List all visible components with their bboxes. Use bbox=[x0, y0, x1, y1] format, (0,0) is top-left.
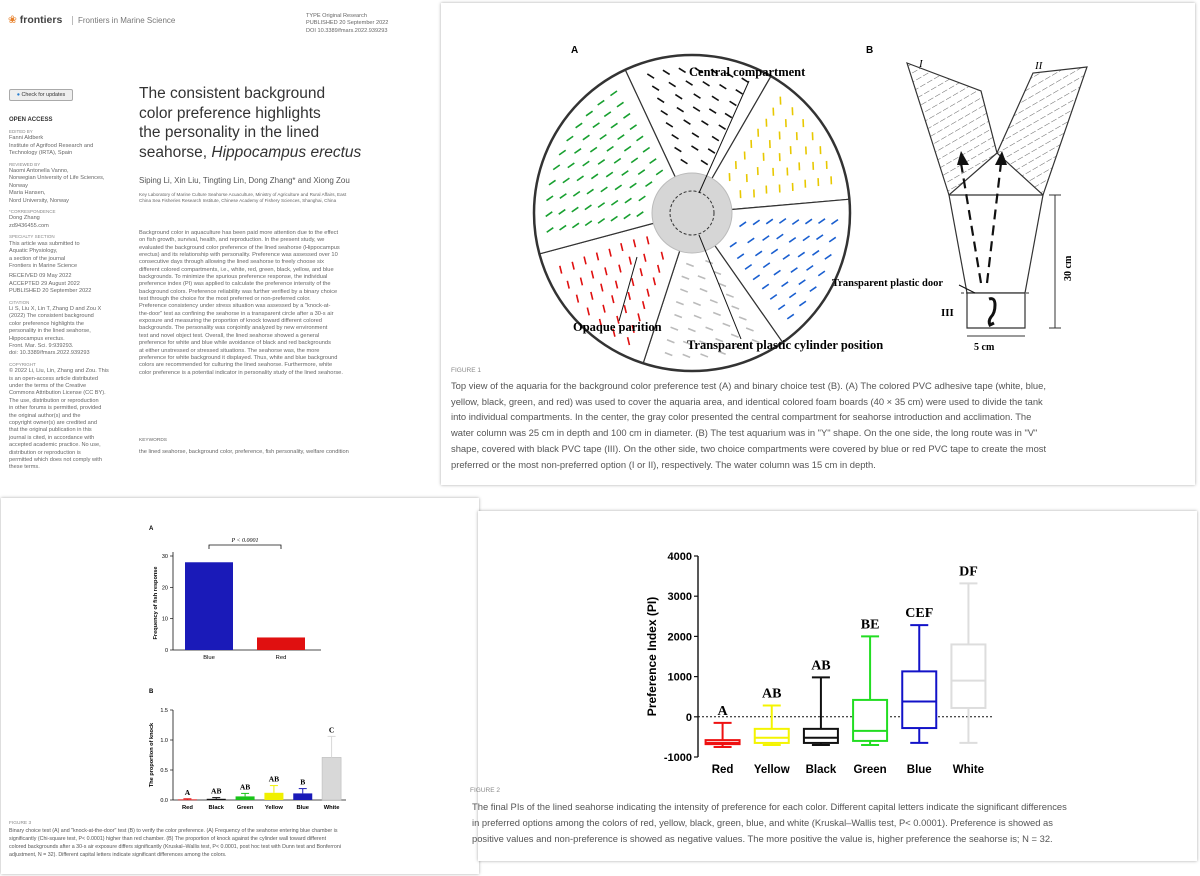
figure2-caption bbox=[472, 799, 1194, 848]
sidebar-line: distribution or reproduction is bbox=[9, 449, 81, 456]
abstract-line: on fish growth, survival, health, and reproduction. In the present study, we bbox=[139, 237, 325, 244]
sidebar-section bbox=[9, 233, 124, 270]
figure2-chart bbox=[478, 511, 1197, 781]
y-tick-label: 3000 bbox=[667, 591, 692, 604]
sidebar-line: personality in the lined seahorse, bbox=[9, 328, 91, 335]
y-tick-label: 4000 bbox=[667, 551, 692, 563]
abstract-line: evaluated the background color preference of the lined seahorse (Hippocampus bbox=[139, 244, 340, 251]
bar-green bbox=[236, 796, 255, 800]
abstract-line: backgrounds. To minimize the spurious preference response, the individual bbox=[139, 274, 328, 281]
sidebar-heading: CITATION bbox=[9, 299, 30, 305]
central-compartment bbox=[652, 173, 732, 253]
sidebar-line: Dong Zhang bbox=[9, 215, 40, 222]
caption-line: significantly (Chi-square test, P< 0.0001) higher than red chamber. (B) The proportion of knock against the cylinder wall toward different bbox=[9, 835, 327, 842]
abstract-line: colors are recommended for culturing the lined seahorse. Furthermore, white bbox=[139, 362, 333, 369]
bar-yellow bbox=[264, 793, 283, 800]
figure2-caption-label: FIGURE 2 bbox=[470, 787, 500, 794]
y-tick-label: 1.0 bbox=[160, 738, 168, 744]
sidebar-line: a section of the journal bbox=[9, 255, 66, 262]
check-for-updates-button[interactable]: ● Check for updates bbox=[9, 89, 73, 101]
figure1-diagram bbox=[441, 3, 1195, 363]
sidebar-line: accepted academic practice. No use, bbox=[9, 442, 101, 449]
sidebar-line: Norwegian University of Life Sciences, bbox=[9, 175, 105, 182]
significance-letter: AB bbox=[268, 774, 280, 784]
arm-iii-label: III bbox=[941, 307, 954, 319]
caption-line: The final PIs of the lined seahorse indicating the intensity of preference for each color. Different capital letters indicate the significant differences bbox=[472, 801, 1067, 812]
y-tick-label: 1.5 bbox=[160, 708, 168, 714]
significance-bracket bbox=[209, 545, 281, 549]
figure1-panel bbox=[441, 3, 1195, 485]
sidebar-line: Institute of Agrifood Research and bbox=[9, 142, 94, 149]
significance-letter: AB bbox=[762, 686, 782, 702]
figure2-panel bbox=[470, 511, 1197, 861]
fig1-label-b: B bbox=[866, 45, 874, 56]
sidebar-section bbox=[9, 208, 124, 230]
significance-letter: A bbox=[184, 787, 191, 797]
figure3-panel bbox=[1, 498, 479, 874]
abstract-line: consecutive days through allowing the lined seahorse to freely choose six bbox=[139, 259, 324, 266]
sidebar-line: ACCEPTED 29 August 2022 bbox=[9, 280, 80, 287]
bar-blue bbox=[185, 562, 233, 650]
x-tick-label: Red bbox=[711, 764, 734, 776]
abstract-line: Preference consistency under stress situation was assessed by a "knock-at- bbox=[139, 303, 331, 310]
sidebar-section bbox=[9, 299, 124, 358]
x-tick-label: White bbox=[952, 764, 985, 776]
significance-letter: BE bbox=[860, 617, 880, 633]
y-tick-label: 1000 bbox=[667, 671, 692, 684]
x-tick-label: White bbox=[323, 805, 340, 811]
sidebar-line: Front. Mar. Sci. 9:939293. bbox=[9, 342, 74, 349]
x-tick-label: Red bbox=[181, 805, 193, 811]
figure3-charts bbox=[1, 498, 479, 818]
dim-height-label: 30 cm bbox=[1063, 255, 1074, 281]
caption-line: colored backgrounds after a 30-s air exposure differs significantly (Kruskal–Wallis test, P< 0.0001, post hoc test with Dunn test and Bonferroni bbox=[9, 843, 341, 850]
fig3b-panel-label: B bbox=[149, 689, 154, 695]
significance-letter: AB bbox=[811, 658, 831, 674]
caption-line: positive values and non-preference is showed as negative values. The more positive the value is, higher preference the seahorse is; N = 32. bbox=[472, 833, 1053, 845]
sidebar-heading: COPYRIGHT bbox=[9, 361, 36, 367]
abstract bbox=[139, 230, 434, 377]
abstract-line: preference for white background it displayed. Thus, white and blue background bbox=[139, 354, 338, 361]
x-tick-label: Green bbox=[236, 805, 254, 811]
open-access-label: OPEN ACCESS bbox=[9, 117, 53, 123]
y-maze bbox=[907, 63, 1087, 336]
abstract-line: at either unstressed or stressed situations. The seahorse was, the more bbox=[139, 347, 320, 354]
figure3-caption bbox=[9, 828, 474, 860]
y-tick-label: 0 bbox=[164, 648, 168, 654]
sidebar-line: (2022) The consistent background bbox=[9, 313, 94, 320]
figure1-caption bbox=[451, 378, 1191, 472]
box-red bbox=[706, 723, 740, 747]
door-label: Transparent plastic door bbox=[832, 278, 944, 289]
y-tick-label: 10 bbox=[161, 616, 168, 623]
bar-white bbox=[322, 757, 341, 800]
caption-line: Top view of the aquaria for the background color preference test (A) and binary choice test (B). (A) The colored PVC adhesive tape (white, blue, bbox=[451, 380, 1046, 391]
y-tick-label: 0 bbox=[685, 711, 692, 724]
caption-line: yellow, black, green, and red) was used to cover the aquaria area, and identical colored foam boards (40 × 35 cm) were used to divide the tank bbox=[451, 395, 1043, 407]
sidebar-line: Technology (IRTA), Spain bbox=[9, 150, 73, 157]
bar-red bbox=[178, 799, 197, 800]
central-label: Central compartment bbox=[689, 65, 806, 79]
frontiers-logo-icon: ❀ bbox=[8, 14, 17, 26]
box-black bbox=[804, 677, 838, 745]
abstract-line: exposure and measuring the proportion of knock toward different colored bbox=[139, 318, 322, 325]
article-title: The consistent background color preference highlights the personality in the lined seahorse, Hippocampus erectus bbox=[139, 85, 362, 161]
abstract-line: the-door" test as confining the seahorse in a transparent circle after a 30-s air bbox=[139, 310, 334, 317]
box-white bbox=[951, 583, 985, 743]
sidebar-heading: EDITED BY bbox=[9, 129, 33, 134]
x-tick-label: Green bbox=[853, 764, 887, 776]
cylinder-label: Transparent plastic cylinder position bbox=[687, 338, 884, 352]
article-page-panel bbox=[0, 0, 438, 492]
bar-red bbox=[257, 637, 305, 650]
sidebar-line: Li S, Liu X, Lin T, Zhang D and Zou X bbox=[9, 305, 102, 312]
p-value-label: P < 0.0001 bbox=[231, 538, 259, 544]
fig3a-panel-label: A bbox=[149, 526, 154, 532]
caption-line: into individual compartments. In the center, the gray color presented the central compartment for seahorse introduction and acclimation. The bbox=[451, 411, 1032, 423]
sidebar-line: Maria Hansen, bbox=[9, 190, 46, 197]
arm-i-label: I bbox=[919, 58, 923, 70]
y-tick-label: 0.5 bbox=[160, 768, 168, 774]
update-icon: ● bbox=[16, 92, 20, 98]
abstract-line: test through the choice for the most preferred or non-preferred color. bbox=[139, 296, 311, 303]
sidebar-heading: REVIEWED BY bbox=[9, 161, 41, 167]
abstract-line: Background color in aquaculture has been paid more attention due to the effect bbox=[139, 230, 339, 236]
y-tick-label: -1000 bbox=[663, 752, 692, 764]
figure3-caption-label: FIGURE 3 bbox=[9, 821, 32, 826]
y-axis-title: Preference Index (PI) bbox=[645, 596, 659, 717]
sidebar-line: under the terms of the Creative bbox=[9, 383, 87, 389]
sidebar-line: doi: 10.3389/fmars.2022.939293 bbox=[9, 350, 90, 357]
abstract-line: erectus) and its relationship with personality. Preference was assessed over 10 bbox=[139, 252, 338, 259]
sidebar-section bbox=[9, 273, 124, 295]
sidebar-line: journal is cited, in accordance with bbox=[9, 434, 95, 441]
y-axis-title: Frequency of fish response bbox=[153, 566, 159, 640]
sidebar-line: the original author(s) and the bbox=[9, 412, 81, 419]
significance-letter: AB bbox=[211, 786, 222, 796]
y-tick-label: 2000 bbox=[667, 631, 692, 644]
x-tick-label: Blue bbox=[203, 655, 215, 661]
sidebar-heading: SPECIALTY SECTION bbox=[9, 234, 55, 240]
abstract-line: different colored compartments, i.e., white, red, green, black, yellow, and blue bbox=[139, 266, 334, 273]
sidebar-line: is an open-access article distributed bbox=[9, 375, 98, 382]
x-tick-label: Blue bbox=[296, 805, 310, 811]
x-tick-label: Yellow bbox=[753, 764, 790, 776]
caption-line: preferred or the most non-preferred option (I or II), respectively. The water column was 15 cm in depth. bbox=[451, 458, 876, 470]
caption-line: shape, covered with black PVC tape (III). On the other side, two choice compartments were covered by blue or red PVC tape to create the most bbox=[451, 442, 1047, 454]
significance-letter: AB bbox=[239, 782, 251, 792]
sidebar-line: that the original publication in this bbox=[9, 427, 92, 434]
y-axis-title: The proportion of knock bbox=[149, 722, 155, 788]
abstract-line: test and novel object test. Overall, the lined seahorse showed a general bbox=[139, 332, 320, 339]
sidebar-line: Naomi Antonella Vanno, bbox=[9, 168, 69, 175]
abstract-line: preference index (PI) was applied to calculate the preference intensity of the bbox=[139, 281, 331, 288]
sidebar-line: PUBLISHED 20 September 2022 bbox=[9, 288, 92, 295]
sidebar-section bbox=[9, 128, 124, 158]
sidebar-line: Aquatic Physiology, bbox=[9, 248, 58, 255]
x-tick-label: Black bbox=[208, 805, 224, 811]
sidebar-line: copyright owner(s) are credited and bbox=[9, 420, 97, 427]
y-tick-label: 30 bbox=[161, 554, 168, 560]
y-tick-label: 0.0 bbox=[160, 798, 168, 804]
sidebar-line: these terms. bbox=[9, 464, 40, 471]
article-sidebar bbox=[9, 128, 124, 475]
fig1-label-a: A bbox=[571, 45, 579, 56]
sidebar-line: The use, distribution or reproduction bbox=[9, 397, 99, 404]
sidebar-line: Commons Attribution License (CC BY). bbox=[9, 390, 106, 397]
significance-letter: CEF bbox=[905, 606, 934, 622]
dim-width-label: 5 cm bbox=[974, 342, 995, 353]
sidebar-line: RECEIVED 09 May 2022 bbox=[9, 273, 72, 280]
caption-line: adjustment, N = 32). Different capital letters indicate significant differences among the colors. bbox=[9, 851, 227, 858]
box-yellow bbox=[755, 706, 789, 745]
article-meta: TYPE Original Research PUBLISHED 20 September 2022 DOI 10.3389/fmars.2022.939293 bbox=[306, 13, 389, 34]
x-tick-label: Blue bbox=[906, 764, 932, 776]
keywords-head: KEYWORDS bbox=[139, 438, 167, 443]
sidebar-line: zd9436455.com bbox=[9, 222, 49, 229]
caption-line: in preferred options among the colors of red, yellow, black, green, blue, and white (Kruskal–Wallis test, P< 0.0001). Preference is showed as bbox=[472, 817, 1053, 829]
affiliation: Key Laboratory of Marine Culture Seahorse Acuaculture, Ministry of Agriculture and Rural Affairs, East China Sea Fisheries Research Institute, Chinese Academy of Fishery Sciences, Shanghai, China bbox=[139, 192, 347, 203]
box-green bbox=[853, 636, 887, 745]
x-tick-label: Yellow bbox=[264, 805, 283, 811]
caption-line: Binary choice test (A) and "knock-at-the-door" test (B) to verify the color preference. (A) Frequency of the seahorse entering blue chamber is bbox=[9, 828, 338, 834]
arm-ii-label: II bbox=[1035, 60, 1043, 72]
sidebar-line: Hippocampus erectus. bbox=[9, 335, 65, 342]
abstract-line: background colors. Preference reliability was further verified by a binary choice bbox=[139, 288, 338, 295]
box-blue bbox=[902, 625, 936, 743]
sidebar-line: © 2022 Li, Liu, Lin, Zhang and Zou. This bbox=[9, 368, 109, 375]
abstract-line: backgrounds. The personality was conjointly analyzed by new environment bbox=[139, 325, 328, 332]
x-tick-label: Black bbox=[805, 764, 837, 776]
sidebar-line: This article was submitted to bbox=[9, 240, 80, 247]
sidebar-line: permitted which does not comply with bbox=[9, 457, 102, 464]
bar-blue bbox=[293, 793, 312, 800]
significance-letter: DF bbox=[959, 564, 978, 580]
sidebar-line: in other forums is permitted, provided bbox=[9, 405, 102, 412]
sidebar-line: Fanni Aldberk bbox=[9, 135, 44, 142]
significance-letter: C bbox=[328, 725, 335, 735]
x-tick-label: Red bbox=[275, 655, 287, 661]
keywords: the lined seahorse, background color, preference, fish personality, welfare condition bbox=[139, 449, 349, 455]
bar-black bbox=[207, 799, 226, 800]
journal-name: Frontiers in Marine Science bbox=[72, 16, 175, 25]
y-tick-label: 20 bbox=[161, 585, 168, 592]
sidebar-heading: *CORRESPONDENCE bbox=[9, 209, 56, 215]
caption-line: water column was 25 cm in depth and 100 cm in diameter. (B) The test aquarium was in "Y" shape. On the one side, the long route was in "V" bbox=[451, 427, 1038, 439]
sidebar-line: Norway bbox=[9, 182, 28, 189]
significance-letter: B bbox=[300, 777, 306, 787]
sidebar-line: Frontiers in Marine Science bbox=[9, 262, 78, 269]
authors: Siping Li, Xin Liu, Tingting Lin, Dong Zhang* and Xiong Zou bbox=[139, 176, 350, 185]
abstract-line: preference for white and blue while avoidance of black and red backgrounds bbox=[139, 340, 331, 347]
opaque-label: Opaque parition bbox=[573, 320, 662, 334]
sidebar-line: color preference highlights the bbox=[9, 320, 84, 327]
sidebar-section bbox=[9, 361, 124, 472]
significance-letter: A bbox=[717, 703, 728, 719]
frontiers-logo: ❀ frontiers bbox=[8, 14, 63, 26]
sidebar-section bbox=[9, 161, 124, 205]
sidebar-line: Nord University, Norway bbox=[9, 197, 69, 204]
abstract-line: color preference is a potential indicator in personality study of the lined seahorse. bbox=[139, 369, 343, 376]
figure1-caption-label: FIGURE 1 bbox=[451, 367, 481, 374]
